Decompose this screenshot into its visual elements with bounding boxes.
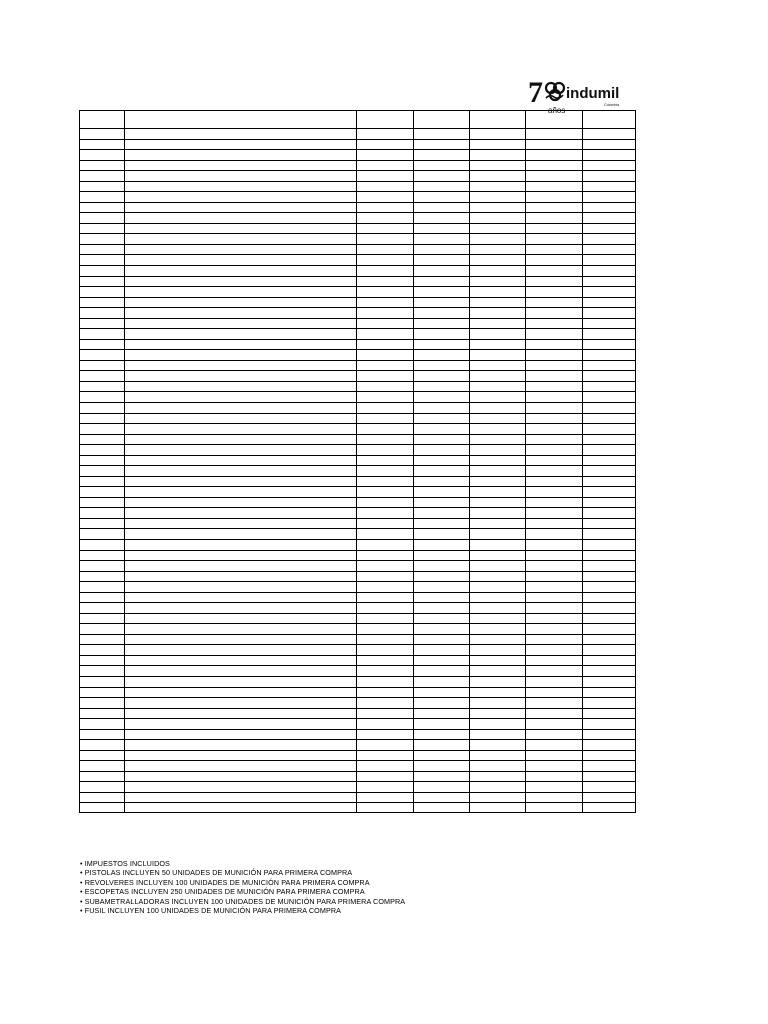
logo-years: años bbox=[548, 106, 566, 114]
table-grid bbox=[79, 110, 636, 813]
logo-number: 7 bbox=[528, 76, 543, 109]
note-pistols: • PISTOLAS INCLUYEN 50 UNIDADES DE MUNICIÓN PARA PRIMERA COMPRA bbox=[80, 868, 353, 878]
price-table bbox=[79, 110, 636, 813]
note-shotguns: • ESCOPETAS INCLUYEN 250 UNIDADES DE MUNICIÓN PARA PRIMERA COMPRA bbox=[80, 887, 365, 897]
note-rifle: • FUSIL INCLUYEN 100 UNIDADES DE MUNICIÓN PARA PRIMERA COMPRA bbox=[80, 906, 342, 916]
note-submachine-guns: • SUBAMETRALLADORAS INCLUYEN 100 UNIDADES DE MUNICIÓN PARA PRIMERA COMPRA bbox=[80, 896, 406, 906]
table-border bbox=[80, 111, 636, 813]
note-taxes: • IMPUESTOS INCLUIDOS bbox=[80, 859, 170, 868]
logo-word: indumil bbox=[566, 85, 620, 102]
indumil-logo bbox=[528, 74, 636, 114]
logo-country: Colombia bbox=[604, 103, 620, 107]
logo-emblem-icon bbox=[546, 83, 564, 100]
indumil-logo-mark bbox=[528, 74, 636, 114]
note-revolvers: • REVOLVERES INCLUYEN 100 UNIDADES DE MUNICIÓN PARA PRIMERA COMPRA bbox=[80, 877, 370, 887]
notes-list bbox=[80, 859, 640, 915]
